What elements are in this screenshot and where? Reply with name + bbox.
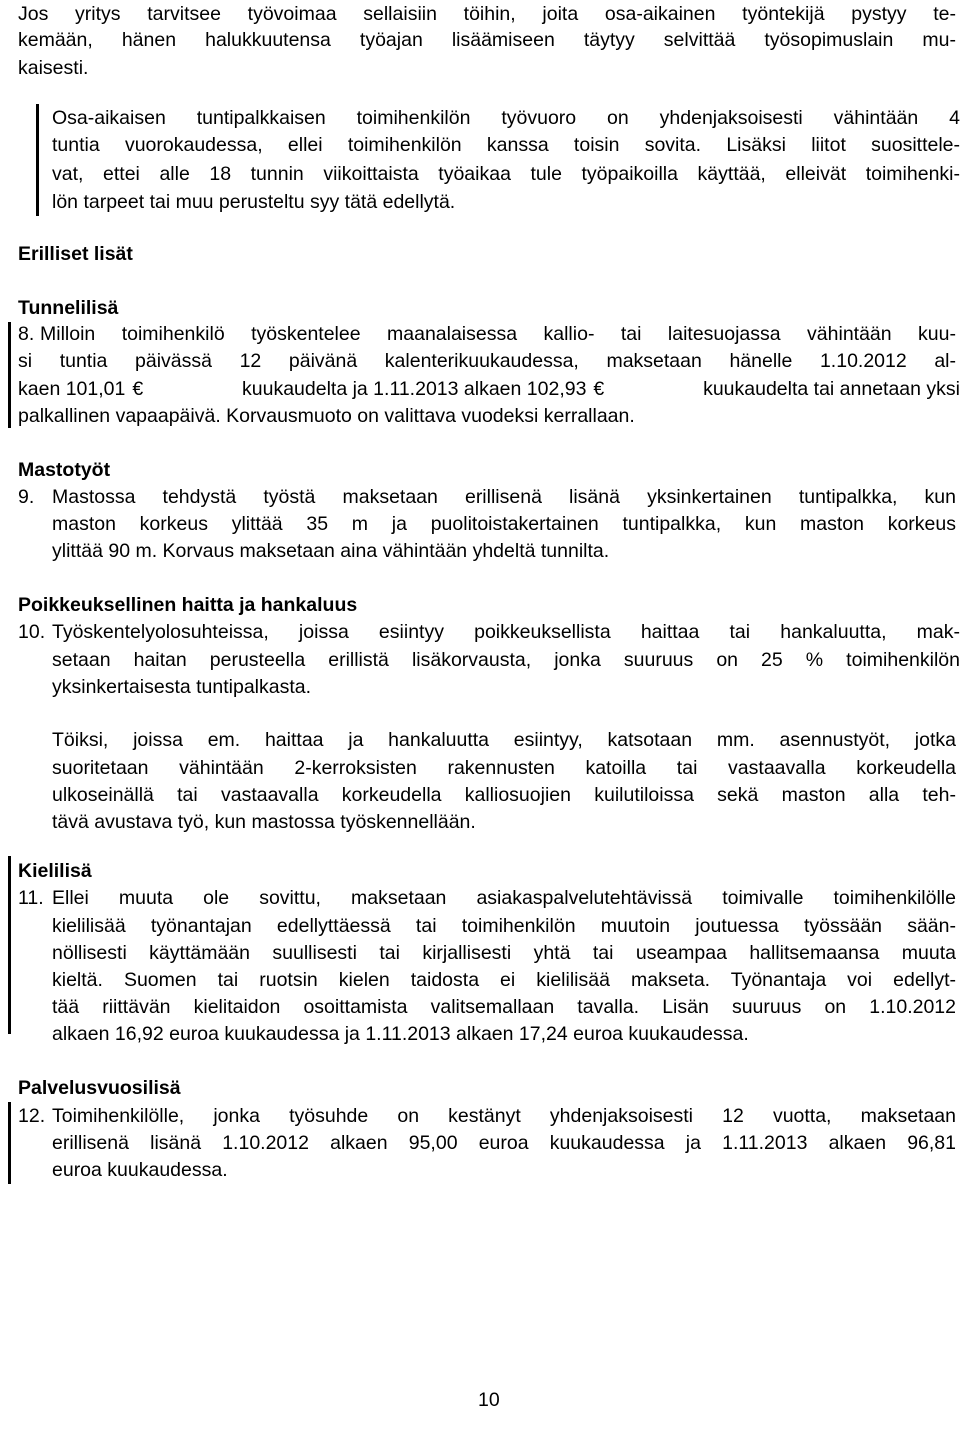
text-line: maston korkeus ylittää 35 m ja puolitoistakertainen tuntipalkka, kun maston korkeus [52, 513, 956, 535]
item-number: 10. [18, 621, 46, 643]
text-fragment: kuukaudelta ja 1.11.2013 alkaen 102,93 [242, 378, 587, 400]
text-line: palkallinen vapaapäivä. Korvausmuoto on valittava vuodeksi kerrallaan. [18, 405, 635, 427]
text-line: ylittää 90 m. Korvaus maksetaan aina vähintään yhdeltä tunnilta. [52, 540, 610, 562]
change-bar [8, 322, 11, 428]
text-line: kaisesti. [18, 57, 89, 79]
section-heading: Erilliset lisät [18, 243, 133, 265]
text-line: tävä avustava työ, kun mastossa työskennellään. [52, 811, 476, 833]
text-line: kemään, hänen halukkuutensa työajan lisäämiseen täytyy selvittää työsopimuslain mu- [18, 29, 956, 51]
text-line: suoritetaan vähintään 2-kerroksisten rakennusten katoilla tai vastaavalla korkeudella [52, 757, 956, 779]
change-bar [36, 104, 39, 216]
item-number: 11. [18, 887, 44, 909]
page-number: 10 [478, 1389, 500, 1411]
text-line: euroa kuukaudessa. [52, 1159, 228, 1181]
text-line: nöllisesti käyttämään suullisesti tai kirjallisesti yhtä tai useampaa hallitsemaansa muuta [52, 942, 956, 964]
subsection-heading: Tunnelilisä [18, 297, 119, 319]
text-line: ulkoseinällä tai vastaavalla korkeudella kalliosuojien kuilutiloissa sekä maston alla teh- [52, 784, 956, 806]
text-line: erillisenä lisänä 1.10.2012 alkaen 95,00 euroa kuukaudessa ja 1.11.2013 alkaen 96,81 [52, 1132, 956, 1154]
text-line: si tuntia päivässä 12 päivänä kalenterikuukaudessa, maksetaan hänelle 1.10.2012 al- [18, 350, 956, 372]
text-line: Mastossa tehdystä työstä maksetaan erillisenä lisänä yksinkertainen tuntipalkka, kun [52, 486, 956, 508]
text-line: kielilisää työnantajan edellyttäessä tai toimihenkilön muutoin joutuessa työssään sään- [52, 915, 956, 937]
item-number: 9. [18, 486, 35, 508]
text-line: kieltä. Suomen tai ruotsin kielen taidosta ei kielilisää makseta. Työnantaja voi edellyt- [52, 969, 956, 991]
euro-icon: € [132, 378, 144, 400]
item-number: 12. [18, 1105, 46, 1127]
euro-icon: € [593, 378, 605, 400]
subsection-heading: Poikkeuksellinen haitta ja hankaluus [18, 594, 358, 616]
text-line: Osa-aikaisen tuntipalkkaisen toimihenkilön työvuoro on yhdenjaksoisesti vähintään 4 [52, 107, 960, 129]
text-line: yksinkertaisesta tuntipalkasta. [52, 676, 312, 698]
text-line: Jos yritys tarvitsee työvoimaa sellaisiin töihin, joita osa-aikainen työntekijä pystyy te- [18, 3, 956, 25]
subsection-heading: Kielilisä [18, 860, 92, 882]
text-line: vat, ettei alle 18 tunnin viikoittaista työaikaa tule työpaikoilla käyttää, elleivät toimihenki- [52, 163, 960, 185]
subsection-heading: Palvelusvuosilisä [18, 1077, 181, 1099]
text-line: Ellei muuta ole sovittu, maksetaan asiakaspalvelutehtävissä toimivalle toimihenkilölle [52, 887, 956, 909]
text-line: Töiksi, joissa em. haittaa ja hankaluutta esiintyy, katsotaan mm. asennustyöt, jotka [52, 729, 956, 751]
text-line: alkaen 16,92 euroa kuukaudessa ja 1.11.2013 alkaen 17,24 euroa kuukaudessa. [52, 1023, 749, 1045]
text-line: setaan haitan perusteella erillistä lisäkorvausta, jonka suuruus on 25 % toimihenkilön [52, 649, 960, 671]
change-bar [8, 856, 11, 1034]
item-number: 8. [18, 323, 35, 345]
subsection-heading: Mastotyöt [18, 459, 111, 481]
text-line: Työskentelyolosuhteissa, joissa esiintyy poikkeuksellista haittaa tai hankaluutta, mak- [52, 621, 960, 643]
text-line: Milloin toimihenkilö työskentelee maanalaisessa kallio- tai laitesuojassa vähintään kuu- [40, 323, 956, 345]
text-line: lön tarpeet tai muu perusteltu syy tätä edellytä. [52, 191, 456, 213]
text-fragment: kuukaudelta tai annetaan yksi [703, 378, 960, 400]
text-line: tää riittävän kielitaidon osoittamista valitsemallaan tavalla. Lisän suuruus on 1.10.2012 [52, 996, 956, 1018]
text-line: Toimihenkilölle, jonka työsuhde on kestänyt yhdenjaksoisesti 12 vuotta, maksetaan [52, 1105, 956, 1127]
text-line: tuntia vuorokaudessa, ellei toimihenkilön kanssa toisin sovita. Lisäksi liitot suosittele- [52, 134, 960, 156]
text-fragment: kaen 101,01 [18, 378, 126, 400]
change-bar [8, 1102, 11, 1184]
text-line-with-currency [18, 377, 960, 401]
